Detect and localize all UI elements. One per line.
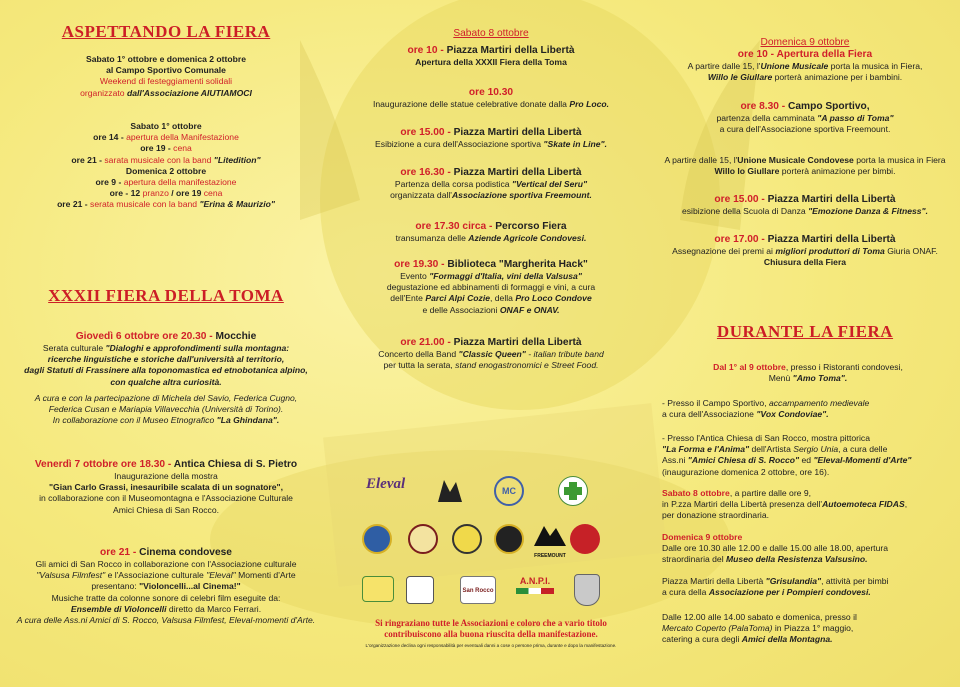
red-cross-logo [558,476,588,506]
heading-domenica-9: Domenica 9 ottobre [760,37,850,48]
durante-4: Sabato 8 ottobre, a partire dalle ore 9, in P.zza Martiri della Libertà presenza dell'Autoemoteca FIDAS, per donazione straordinaria. [662,488,908,521]
event-dom-5: ore 17.00 - Piazza Martiri della Libertà Assegnazione dei premi ai migliori produttori di Toma Giuria ONAF. Chiusura della Fiera [672,234,938,268]
anpi-logo: A.N.P.I. [512,576,558,604]
event-dom-3: A partire dalle 15, l'Unione Musicale Condovese porta la musica in Fiera Willo lo Giullare porterà animazione per bimbi. [664,155,946,177]
sanrocco-logo: San Rocco [460,576,496,604]
event-sab-4: ore 16.30 - Piazza Martiri della Libertà Partenza della corsa podistica "Vertical del Seru" organizzata dall'Associazione sportiva Freemount. [390,167,592,201]
event-dom-1: ore 10 - Apertura della Fiera A partire dalle 15, l'Unione Musicale porta la musica in Fiera, Willo le Giullare porterà animazione per i bambini. [687,49,923,83]
club-logo-1 [362,524,392,554]
thanks-note: Si ringraziano tutte le Associazioni e coloro che a vario titolo contribuiscono alla buona riuscita della manifestazione. L'organizzazione declina ogni responsabilità per eventuali danni a cose o persone prima, durante e dopo la manifestazione. [365,618,617,648]
club-logo-4 [494,524,524,554]
heading-durante: DURANTE LA FIERA [716,322,894,341]
event-sab-5: ore 17.30 circa - Percorso Fiera transumanza delle Aziende Agricole Condovesi. [395,221,587,243]
eleval-logo: Eleval [366,476,406,492]
club-logo-3 [452,524,482,554]
durante-7: Dalle 12.00 alle 14.00 sabato e domenica, presso il Mercato Coperto (PalaToma) in Piazza 1° maggio, catering a cura degli Amici della Montagna. [662,612,857,645]
freemount-logo: FREEMOUNT [530,522,570,556]
durante-3: - Presso l'Antica Chiesa di San Rocco, mostra pittorica "La Forma e l'Anima" dell'Artista Sergio Unia, a cura delle Ass.ni "Amici Chiesa di S. Rocco" ed "Eleval-Momenti d'Arte" (inaugurazione domenica 2 ottobre, ore 16). [662,433,912,477]
event-sab-1: ore 10 - Piazza Martiri della Libertà Apertura della XXXII Fiera della Toma [407,45,575,67]
onaf-logo [362,576,394,602]
event-sab-6: ore 19.30 - Biblioteca "Margherita Hack" Evento "Formaggi d'Italia, vini della Valsusa" degustazione ed abbinamenti di formaggi e vini, a cura dell'Ente Parci Alpi Cozie, della Pro Loco Condove e delle Associazioni ONAF e ONAV. [386,259,596,315]
cinema-event: ore 21 - Cinema condovese Gli amici di San Rocco in collaborazione con l'Associazione culturale "Valsusa Filmfest" e l'Associazione culturale "Eleval" Momenti d'Arte presentano: "Violoncelli...al Cinema!" Musiche tratte da colonne sonore di celebri film eseguite da: Ensemble di Violoncelli diretto da Marco Ferrari. A cura delle Ass.ni Amici di S. Rocco, Valsusa Filmfest, Eleval-momenti d'Arte. [16,547,316,626]
event-sab-2: ore 10.30 Inaugurazione delle statue celebrative donate dalla Pro Loco. [372,87,609,109]
aspettando-block: Sabato 1° ottobre e domenica 2 ottobre al Campo Sportivo Comunale Weekend di festeggiamenti solidali organizzato dall'Associazione AIUTIAMOCI [80,54,252,98]
sabato-schedule: Sabato 1° ottobre ore 14 - apertura della Manifestazione ore 19 - cena ore 21 - sarata musicale con la band "Litedition" Domenica 2 ottobre ore 9 - apertura della manifestazione ore - 12 pranzo / ore 19 cena ore 21 - serata musicale con la band "Erina & Maurizio" [57,121,275,210]
heading-xxxii-fiera: XXXII FIERA DELLA TOMA [48,286,284,305]
durante-2: - Presso il Campo Sportivo, accampamento medievale a cura dell'Associazione "Vox Condoviae". [662,398,870,420]
valsusa-logo [430,474,468,506]
mc-logo: MC [494,476,524,506]
event-sab-3: ore 15.00 - Piazza Martiri della Libertà Esibizione a cura dell'Associazione sportiva "Skate in Line". [375,127,607,149]
column-left [0,0,332,687]
blood-drop-logo [570,524,600,554]
heading-sabato-8: Sabato 8 ottobre [453,28,529,39]
venerdi-event: Venerdì 7 ottobre ore 18.30 - Antica Chiesa di S. Pietro Inaugurazione della mostra "Gian Carlo Grassi, inesauribile scalata di un sognatore", in collaborazione con il Museomontagna e l'Associazione Culturale Amici Chiesa di San Rocco. [34,459,298,515]
durante-1: Dal 1° al 9 ottobre, presso i Ristoranti condovesi, Menù "Amo Toma". [713,362,903,384]
event-dom-2: ore 8.30 - Campo Sportivo, partenza della camminata "A passo di Toma" a cura dell'Associazione sportiva Freemount. [716,101,894,135]
event-sab-7: ore 21.00 - Piazza Martiri della Libertà Concerto della Band "Classic Queen" - italian tribute band per tutta la serata, stand enogastronomici e Street Food. [378,337,604,371]
durante-5: Domenica 9 ottobre Dalle ore 10.30 alle 12.00 e dalle 15.00 alle 18.00, apertura straordinaria del Museo della Resistenza Valsusino. [662,532,888,565]
church-logo [406,576,434,604]
giovedi-event: Giovedì 6 ottobre ore 20.30 - Mocchie Serata culturale "Dialoghi e approfondimenti sulla montagna: ricerche linguistiche e storiche dall'università al territorio, dagli Statuti di Frassinere alla toponomastica ed etnobotanica alpino, con qualche altra curiosità. A cura e con la partecipazione di Michela del Savio, Federica Cugno, Federica Cusan e Mariapia Villavecchia (Università di Torino). In collaborazione con il Museo Etnografico "La Ghindana". [24,331,308,426]
durante-6: Piazza Martiri della Libertà "Grisulandia", attività per bimbi a cura della Associazione per i Pompieri condovesi. [662,576,889,598]
column-center [332,0,650,687]
municipality-crest [574,574,600,606]
event-dom-4: ore 15.00 - Piazza Martiri della Libertà esibizione della Scuola di Danza "Emozione Danza & Fitness". [681,194,928,216]
heading-aspettando: ASPETTANDO LA FIERA [61,22,271,41]
club-logo-2 [408,524,438,554]
column-right [650,0,960,687]
